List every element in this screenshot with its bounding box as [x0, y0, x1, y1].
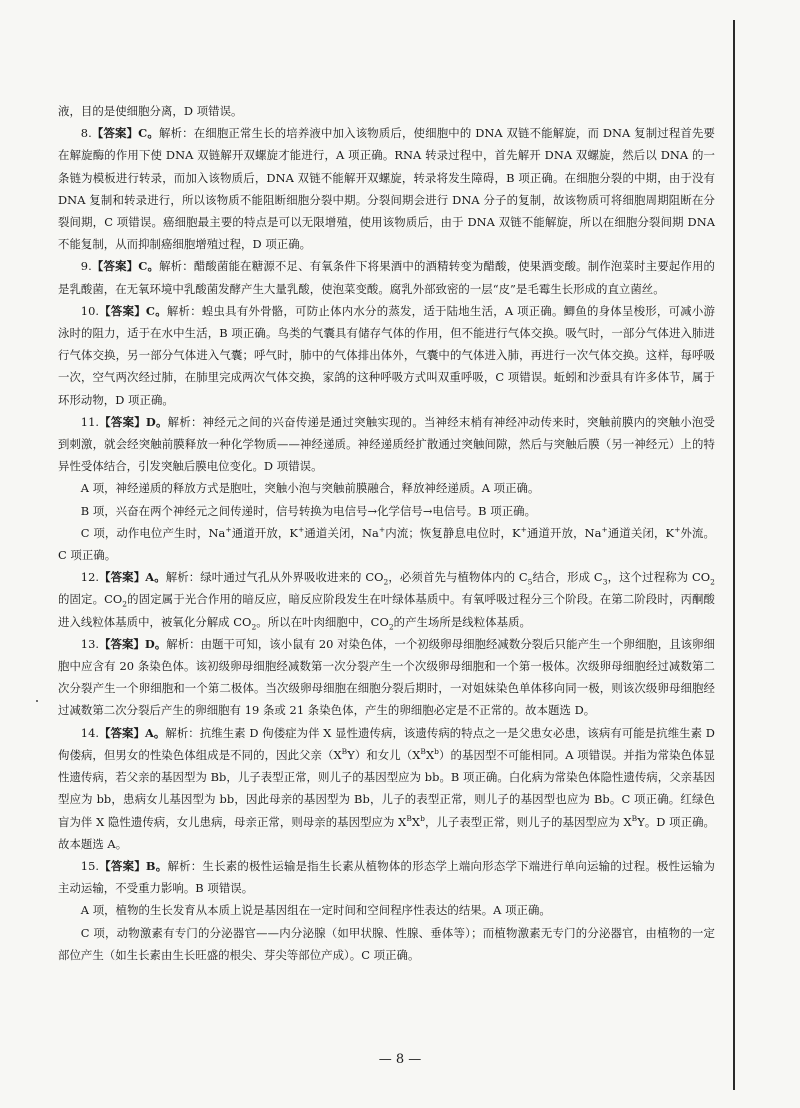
- text-run: Y）和女儿（X: [347, 747, 421, 762]
- item-number: 8.: [80, 126, 92, 141]
- text-run: X: [425, 747, 435, 762]
- explanation: 解析：神经元之间的兴奋传递是通过突触实现的。当神经末梢有神经冲动传来时，突触前膜内的突触小泡受到刺激，就会经突触前膜释放一种化学物质——神经递质。神经递质经扩散通过突触间隙，然后与突触后膜（另一神经元）上的特异性受体结合，引发突触后膜电位变化。D 项错误。: [58, 414, 715, 474]
- binding-line: [733, 20, 735, 1090]
- answer-item-10: [58, 300, 715, 411]
- page-number: — 8 —: [378, 1052, 422, 1067]
- scan-speck: [36, 700, 38, 702]
- explanation: 解析：生长素的极性运输是指生长素从植物体的形态学上端向形态学下端进行单向运输的过程。极性运输为主动运输，不受重力影响。B 项错误。: [58, 858, 715, 896]
- text-run: 通道开放，K: [231, 525, 298, 540]
- text-run: 的产生场所是线粒体基质。: [393, 614, 531, 629]
- item-number: 12.: [80, 570, 100, 585]
- text-run: 。所以在叶肉细胞中，CO: [256, 614, 389, 629]
- text-run: C 项，动作电位产生时，Na: [80, 525, 226, 540]
- text-run: 通道关闭，K: [607, 525, 675, 540]
- answer-item-12: [58, 566, 715, 633]
- answer-label: 【答案】D。: [99, 414, 168, 429]
- text-run: ）的基因型不可能相同。A 项错误。并指为常染色体显性遗传病，若父亲的基因型为 Bb，儿子表型正常，则儿子的基因型应为 bb。B 项正确。白化病为常染色体隐性遗传病，父亲基因型应为 bb，患病女儿基因型为 bb，因此母亲的基因型为 Bb，儿子的表型正常，则儿子的基因型也应为 Bb。C 项正确。红绿色盲为伴 X 隐性遗传病，女儿患病，母亲正常，则母亲的基因型应为 X: [58, 747, 715, 829]
- superscript: +: [378, 525, 386, 535]
- answer-label: 【答案】B。: [99, 858, 168, 873]
- text-run: 通道开放，Na: [526, 525, 602, 540]
- text-run: 解析：抗维生素 D 佝偻症为伴 X 显性遗传病，该遗传病的特点之一是父患女必患，该病有可能是抗维生素 D 佝偻病，但男女的性染色体组成是不同的，因此父亲（X: [58, 725, 715, 762]
- superscript: +: [520, 525, 527, 535]
- item-15-option-a: A 项，植物的生长发育从本质上说是基因组在一定时间和空间程序性表达的结果。A 项正确。: [80, 903, 551, 918]
- item-number: 10.: [80, 303, 100, 318]
- item-11-option-b: B 项，兴奋在两个神经元之间传递时，信号转换为电信号→化学信号→电信号。B 项正确。: [80, 503, 537, 518]
- continuation-paragraph: 液，目的是使细胞分离，D 项错误。: [58, 104, 243, 118]
- superscript: +: [225, 525, 232, 535]
- subscript: 3: [602, 577, 608, 587]
- text-run: 解析：绿叶通过气孔从外界吸收进来的 CO: [165, 570, 384, 585]
- text-run: 的固定。CO: [58, 592, 123, 607]
- subscript: 2: [383, 577, 389, 587]
- item-11-option-c: [58, 522, 715, 566]
- text-run: 结合，形成 C: [532, 570, 603, 585]
- superscript: +: [601, 525, 608, 535]
- item-11-option-a: A 项，神经递质的释放方式是胞吐，突触小泡与突触前膜融合，释放神经递质。A 项正确。: [80, 481, 540, 496]
- subscript: 2: [710, 577, 715, 587]
- explanation: 解析：醋酸菌能在糖源不足、有氧条件下将果酒中的酒精转变为醋酸，使果酒变酸。制作泡菜时主要起作用的是乳酸菌，在无氧环境中乳酸菌发酵产生大量乳酸，使泡菜变酸。腐乳外部致密的一层“皮”是毛霉生长形成的直立菌丝。: [58, 259, 715, 296]
- item-number: 15.: [80, 858, 100, 873]
- superscript: B: [420, 747, 426, 757]
- answer-item-8: [58, 122, 715, 255]
- superscript: B: [406, 813, 412, 823]
- superscript: b: [420, 813, 425, 823]
- subscript: 2: [122, 599, 128, 609]
- text-run: ，这个过程称为 CO: [607, 570, 711, 585]
- item-number: 9.: [80, 259, 92, 274]
- superscript: +: [297, 525, 305, 535]
- answer-label: 【答案】C。: [99, 303, 167, 318]
- item-number: 14.: [80, 725, 100, 740]
- text-run: ，必须首先与植物体内的 C: [388, 570, 528, 585]
- explanation: 解析：在细胞正常生长的培养液中加入该物质后，使细胞中的 DNA 双链不能解旋，而 DNA 复制过程首先要在解旋酶的作用下使 DNA 双链解开双螺旋才能进行，A 项正确。RNA 转录过程中，首先解开 DNA 双螺旋，然后以 DNA 的一条链为模板进行转录，而加入该物质后，DNA 双链不能解开双螺旋，转录将发生障碍，B 项正确。在细胞分裂的中期，由于没有 DNA 复制和转录进行，所以该物质不能阻断细胞分裂中期。分裂间期会进行 DNA 分子的复制，故该物质可将细胞周期阻断在分裂间期，C 项错误。癌细胞最主要的特点是可以无限增殖，使用该物质后，由于 DNA 双链不能解旋，所以在细胞分裂间期 DNA 不能复制，从而抑制癌细胞增殖过程，D 项正确。: [58, 126, 715, 252]
- item-number: 13.: [80, 636, 100, 651]
- answer-label: 【答案】C。: [91, 126, 159, 141]
- superscript: B: [631, 813, 638, 823]
- superscript: b: [434, 747, 439, 757]
- text-run: 外流。C 项正确。: [58, 525, 715, 563]
- text-run: 的固定属于光合作用的暗反应，暗反应阶段发生在叶绿体基质中。有氧呼吸过程分三个阶段。在第二阶段时，丙酮酸进入线粒体基质中，被氧化分解成 CO: [58, 592, 715, 629]
- answer-label: 【答案】D。: [99, 636, 167, 651]
- answer-item-11: [58, 411, 715, 478]
- answer-item-14: [58, 722, 715, 855]
- text-run: Y。D 项正确。故本题选 A。: [58, 814, 715, 851]
- subscript: 5: [527, 577, 533, 587]
- answer-item-13: [58, 633, 715, 722]
- answer-label: 【答案】A。: [99, 570, 166, 585]
- superscript: +: [674, 525, 681, 535]
- item-15-option-c: C 项，动物激素有专门的分泌器官——内分泌腺（如甲状腺、性腺、垂体等）；而植物激素无专门的分泌器官，由植物的一定部位产生（如生长素由生长旺盛的根尖、芽尖等部位产成）。C 项正确。: [58, 925, 715, 962]
- text-run: 内流；恢复静息电位时，K: [385, 525, 521, 540]
- explanation: 解析：由题干可知，该小鼠有 20 对染色体，一个初级卵母细胞经减数分裂后只能产生一个卵细胞，且该卵细胞中应含有 20 条染色体。该初级卵母细胞经减数第一次分裂产生一个次级卵母细胞和一个第一极体。次级卵母细胞经过减数第二次分裂产生一个卵细胞和一个第二极体。当次级卵母细胞在细胞分裂后期时，一对姐妹染色单体移向同一极，则该次级卵母细胞经过减数第二次分裂后产生的卵细胞有 19 条或 21 条染色体，产生的卵细胞必定是不正常的。故本题选 D。: [58, 636, 715, 718]
- answer-item-15: [58, 855, 715, 899]
- item-number: 11.: [80, 414, 100, 429]
- document-body: [58, 100, 715, 966]
- text-run: 通道关闭，Na: [304, 525, 379, 540]
- text-run: X: [411, 814, 421, 829]
- answer-label: 【答案】C。: [91, 259, 160, 274]
- text-run: ，儿子表型正常，则儿子的基因型应为 X: [424, 814, 632, 829]
- answer-item-9: [58, 255, 715, 299]
- subscript: 2: [251, 621, 257, 631]
- superscript: B: [341, 747, 348, 757]
- answer-label: 【答案】A。: [99, 725, 166, 740]
- explanation: 解析：蝗虫具有外骨骼，可防止体内水分的蒸发，适于陆地生活，A 项正确。鲫鱼的身体呈梭形，可减小游泳时的阻力，适于在水中生活，B 项正确。鸟类的气囊具有储存气体的作用，但不能进行气体交换。吸气时，一部分气体进入肺进行气体交换，另一部分气体进入气囊；呼气时，肺中的气体排出体外，气囊中的气体进入肺，再进行一次气体交换。这样，每呼吸一次，空气两次经过肺，在肺里完成两次气体交换，家鸽的这种呼吸方式叫双重呼吸，C 项错误。蚯蚓和沙蚕具有许多体节，属于环形动物，D 项正确。: [58, 303, 715, 407]
- subscript: 2: [388, 621, 394, 631]
